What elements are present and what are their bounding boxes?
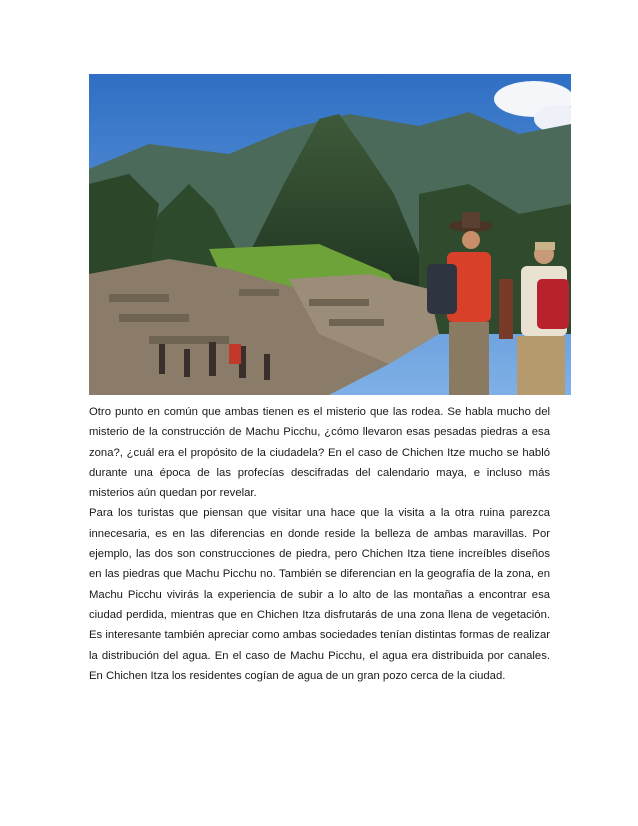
article-text (89, 402, 550, 686)
paragraph: Otro punto en común que ambas tienen es el misterio que las rodea. Se habla mucho del misterio de la construcción de Machu Picchu, ¿cómo llevaron esas pesadas piedras a esa zona?, ¿cuál era el propósito de la ciudadela? En el caso de Chichen Itze mucho se habló durante una época de las profecías descifradas del calendario maya, e incluso más misterios aún quedan por revelar. (89, 406, 550, 500)
paragraph: Para los turistas que piensan que visitar una hace que la visita a la otra ruina parezca innecesaria, es en las diferencias en donde reside la belleza de ambas maravillas. Por ejemplo, las dos son construcciones de piedra, pero Chichen Itza tiene increíbles diseños en las piedras que Machu Picchu no. También se diferencian en la geografía de la zona, en Machu Picchu vivirás la experiencia de subir a lo alto de las montañas a encontrar esa ciudad perdida, mientras que en Chichen Itza disfrutarás de una zona llena de vegetación. Es interesante también apreciar como ambas sociedades tenían distintas formas de realizar la distribución del agua. En el caso de Machu Picchu, el agua era distribuida por canales. En Chichen Itza los residentes cogían de agua de un gran pozo cerca de la ciudad. (89, 507, 550, 682)
machu-picchu-photo (89, 74, 571, 395)
